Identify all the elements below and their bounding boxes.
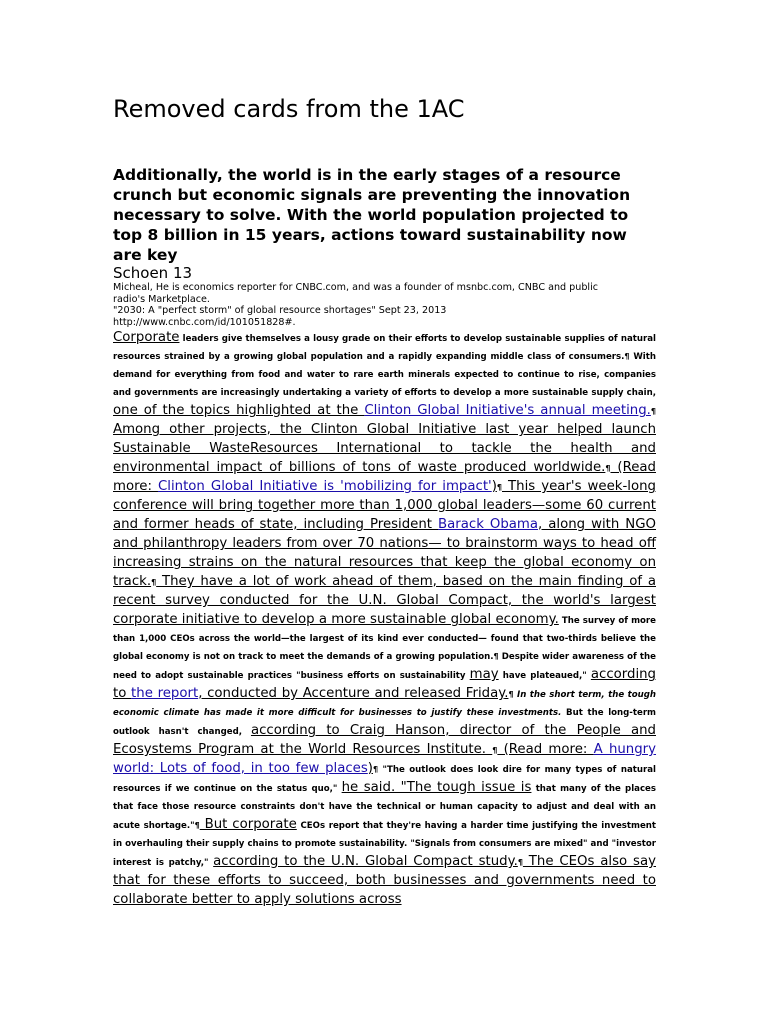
- small-text: that many of the places that face those resource constraints don't have the technical or human capacity to adjust and deal with an acute shortage.": [113, 784, 656, 831]
- underlined-text: according to: [113, 667, 656, 701]
- underlined-text: Corporate: [113, 330, 180, 345]
- underlined-text: , along with NGO and philanthropy leaders from over 70 nations— to brainstorm ways to head off increasing strains on the natural resources that keep the global economy on track.: [113, 517, 657, 589]
- small-text: CEOs report that they're having a harder time justifying the investment in overhauling their supply chains to promote sustainability. "Signals from consumers are mixed" and "investor interest is patchy,": [113, 821, 657, 868]
- pilcrow-mark: ¶: [605, 464, 611, 473]
- pilcrow-mark: ¶: [496, 483, 502, 492]
- small-text: have plateaued,": [498, 671, 591, 681]
- page-title: Removed cards from the 1AC: [113, 95, 465, 123]
- citation-author: Schoen 13: [113, 264, 193, 282]
- pilcrow-mark: ¶: [151, 578, 157, 587]
- underlined-text: This year's week-long conference will bring together more than 1,000 global leaders—some 60 current and former heads of state, including President: [113, 479, 656, 532]
- citation-line: Micheal, He is economics reporter for CNBC.com, and was a founder of msnbc.com, CNBC and public: [113, 282, 599, 293]
- citation-url: http://www.cnbc.com/id/101051828#.: [113, 316, 296, 328]
- underlined-text: according to the U.N. Global Compact study.: [213, 854, 518, 869]
- citation-line: "2030: A "perfect storm" of global resource shortages" Sept 23, 2013: [113, 305, 447, 317]
- underlined-text: ): [491, 479, 497, 494]
- hyperlink[interactable]: the report: [131, 686, 199, 701]
- small-text: leaders give themselves a lousy grade on their efforts to develop sustainable supplies of natural resources strained by a growing global population and a rapidly expanding middle class of consumers.: [113, 334, 656, 362]
- pilcrow-mark: ¶: [492, 746, 498, 755]
- hyperlink[interactable]: Clinton Global Initiative is 'mobilizing for impact': [157, 479, 492, 494]
- small-text: But the long-term outlook hasn't changed,: [113, 708, 657, 737]
- pilcrow-mark: ¶: [517, 858, 523, 867]
- underlined-text: according to Craig Hanson, director of the People and Ecosystems Program at the World Resources Institute.: [113, 723, 656, 757]
- underlined-text: may: [469, 667, 499, 682]
- pilcrow-mark: ¶: [624, 352, 630, 361]
- pilcrow-mark: ¶: [373, 765, 379, 774]
- small-text: With demand for everything from food and water to rare earth minerals expected to continue to rise, companies and governments are increasingly undertaking a variety of efforts to develop a more sustainable supply chain,: [113, 352, 656, 398]
- pilcrow-mark: ¶: [194, 821, 200, 830]
- citation-details: [113, 282, 658, 328]
- underlined-text: They have a lot of work ahead of them, based on the main finding of a recent survey conducted for the U.N. Global Compact, the world's largest corporate initiative to develop a more sustainable global economy.: [113, 574, 656, 627]
- small-text: The survey of more than 1,000 CEOs across the world—the largest of its kind ever conducted— found that two-thirds believe the global economy is not on track to meet the demands of a growing population.: [113, 616, 656, 662]
- underlined-text: .: [504, 686, 509, 701]
- underlined-text: The CEOs also say that for these efforts to succeed, both businesses and governments need to collaborate better to apply solutions across: [113, 854, 656, 907]
- emphasized-text: In the short term, the tough economic climate has made it more difficult for businesses to justify these investments.: [113, 690, 657, 718]
- card-tag: Additionally, the world is in the early stages of a resource crunch but economic signals are preventing the innovation necessary to solve. With the world population projected to top 8 billion in 15 years, actions toward sustainability now are key: [113, 166, 631, 264]
- small-text: Despite wider awareness of the need to adopt sustainable practices "business efforts on sustainability: [113, 652, 656, 681]
- pilcrow-mark: ¶: [493, 652, 499, 661]
- citation-line: radio's Marketplace.: [113, 293, 210, 305]
- underlined-text: But corporate: [199, 817, 297, 832]
- card-body: [113, 329, 656, 910]
- hyperlink[interactable]: Clinton Global Initiative's annual meeting.: [364, 403, 651, 418]
- hyperlink[interactable]: Barack Obama: [438, 517, 539, 532]
- pilcrow-mark: ¶: [650, 407, 656, 416]
- underlined-text: (Read more:: [497, 742, 594, 757]
- underlined-text: , conducted by Accenture and released Friday: [198, 686, 505, 701]
- underlined-text: ): [367, 761, 373, 776]
- hyperlink[interactable]: A hungry world: Lots of food, in too few places: [113, 742, 657, 776]
- underlined-text: (Read more:: [113, 460, 656, 494]
- underlined-text: he said. "The tough issue is: [341, 780, 532, 795]
- underlined-text: one of the topics highlighted at the: [113, 403, 365, 418]
- small-text: "The outlook does look dire for many types of natural resources if we continue on the status quo,": [113, 765, 656, 794]
- underlined-text: Among other projects, the Clinton Global Initiative last year helped launch Sustainable WasteResources International to tackle the health and environmental impact of billions of tons of waste produced worldwide.: [113, 422, 656, 475]
- pilcrow-mark: ¶: [508, 690, 514, 699]
